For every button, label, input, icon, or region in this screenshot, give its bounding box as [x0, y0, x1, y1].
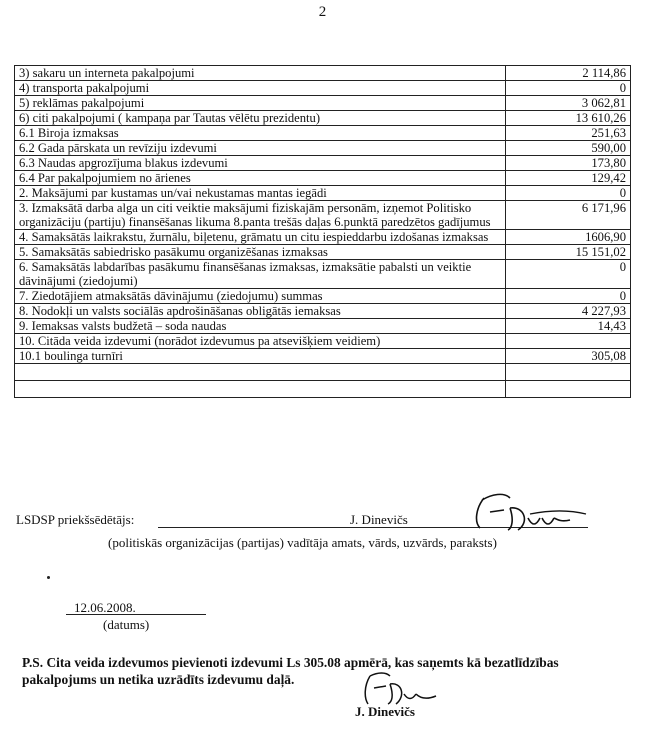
- stray-mark: [47, 576, 50, 579]
- row-amount: 251,63: [506, 126, 631, 141]
- row-amount: 3 062,81: [506, 96, 631, 111]
- table-row: [15, 141, 631, 156]
- signature-name: J. Dinevičs: [350, 512, 408, 527]
- table-row: [15, 96, 631, 111]
- row-label: 10. Citāda veida izdevumi (norādot izdevumus pa atsevišķiem veidiem): [15, 334, 506, 349]
- row-amount: 4 227,93: [506, 304, 631, 319]
- row-label: 4) transporta pakalpojumi: [15, 81, 506, 96]
- table-row: [15, 81, 631, 96]
- row-amount: 0: [506, 81, 631, 96]
- row-label: 6.4 Par pakalpojumiem no ārienes: [15, 171, 506, 186]
- page-number: 2: [318, 4, 327, 20]
- row-amount: 1606,90: [506, 230, 631, 245]
- row-label: [15, 381, 506, 398]
- row-amount: 129,42: [506, 171, 631, 186]
- row-amount: 14,43: [506, 319, 631, 334]
- row-label: 8. Nodokļi un valsts sociālās apdrošināšanas obligātās iemaksas: [15, 304, 506, 319]
- row-amount: 0: [506, 260, 631, 289]
- date-line: [66, 614, 206, 615]
- row-label: 5) reklāmas pakalpojumi: [15, 96, 506, 111]
- row-label: 6.3 Naudas apgrozījuma blakus izdevumi: [15, 156, 506, 171]
- row-label: 6) citi pakalpojumi ( kampaņa par Tautas vēlētu prezidentu): [15, 111, 506, 126]
- row-label: 6. Samaksātās labdarības pasākumu finansēšanas izmaksas, izmaksātie pabalsti un veiktie dāvinājumi (ziedojumi): [15, 260, 506, 289]
- table-row: [15, 111, 631, 126]
- row-amount: [506, 364, 631, 381]
- signature-role: LSDSP priekšsēdētājs:: [16, 512, 135, 527]
- row-label: 4. Samaksātās laikrakstu, žurnālu, biļetenu, grāmatu un citu iespieddarbu izdošanas izmaksas: [15, 230, 506, 245]
- row-label: 9. Iemaksas valsts budžetā – soda naudas: [15, 319, 506, 334]
- table-row: [15, 349, 631, 364]
- table-row: [15, 289, 631, 304]
- row-amount: 0: [506, 289, 631, 304]
- expense-table: [14, 65, 631, 398]
- postscript-note: P.S. Cita veida izdevumos pievienoti izdevumi Ls 305.08 apmērā, kas saņemts kā bezatlīdzības pakalpojums un netika uzrādīts izdevumu daļā.: [22, 655, 559, 687]
- table-row: [15, 364, 631, 381]
- row-label: 5. Samaksātās sabiedrisko pasākumu organizēšanas izmaksas: [15, 245, 506, 260]
- row-amount: 590,00: [506, 141, 631, 156]
- table-row: [15, 304, 631, 319]
- signature-caption: (politiskās organizācijas (partijas) vadītāja amats, vārds, uzvārds, paraksts): [108, 535, 497, 550]
- row-amount: [506, 381, 631, 398]
- row-amount: 305,08: [506, 349, 631, 364]
- table-row: [15, 126, 631, 141]
- row-label: [15, 364, 506, 381]
- table-row: [15, 334, 631, 349]
- postscript-signer: J. Dinevičs: [355, 704, 415, 719]
- table-row: [15, 186, 631, 201]
- document-date: 12.06.2008.: [74, 600, 136, 615]
- row-amount: 0: [506, 186, 631, 201]
- table-row: [15, 156, 631, 171]
- row-label: 10.1 boulinga turnīri: [15, 349, 506, 364]
- row-amount: 15 151,02: [506, 245, 631, 260]
- table-row: [15, 319, 631, 334]
- row-amount: 2 114,86: [506, 66, 631, 81]
- table-row: [15, 171, 631, 186]
- row-amount: 6 171,96: [506, 201, 631, 230]
- table-row: [15, 245, 631, 260]
- row-amount: 173,80: [506, 156, 631, 171]
- row-label: 7. Ziedotājiem atmaksātās dāvinājumu (ziedojumu) summas: [15, 289, 506, 304]
- row-amount: [506, 334, 631, 349]
- table-row: [15, 260, 631, 289]
- row-label: 3) sakaru un interneta pakalpojumi: [15, 66, 506, 81]
- table-row: [15, 381, 631, 398]
- row-label: 6.1 Biroja izmaksas: [15, 126, 506, 141]
- table-row: [15, 66, 631, 81]
- table-row: [15, 230, 631, 245]
- row-label: 6.2 Gada pārskata un revīziju izdevumi: [15, 141, 506, 156]
- table-row: [15, 201, 631, 230]
- row-label: 3. Izmaksātā darba alga un citi veiktie maksājumi fiziskajām personām, izņemot Politisko organizāciju (partiju) finansēšanas likuma 8.panta trešās daļas 6.punktā paredzētos gadījumus: [15, 201, 506, 230]
- handwritten-signature: [470, 488, 590, 536]
- date-caption: (datums): [103, 617, 150, 632]
- row-amount: 13 610,26: [506, 111, 631, 126]
- row-label: 2. Maksājumi par kustamas un/vai nekustamas mantas iegādi: [15, 186, 506, 201]
